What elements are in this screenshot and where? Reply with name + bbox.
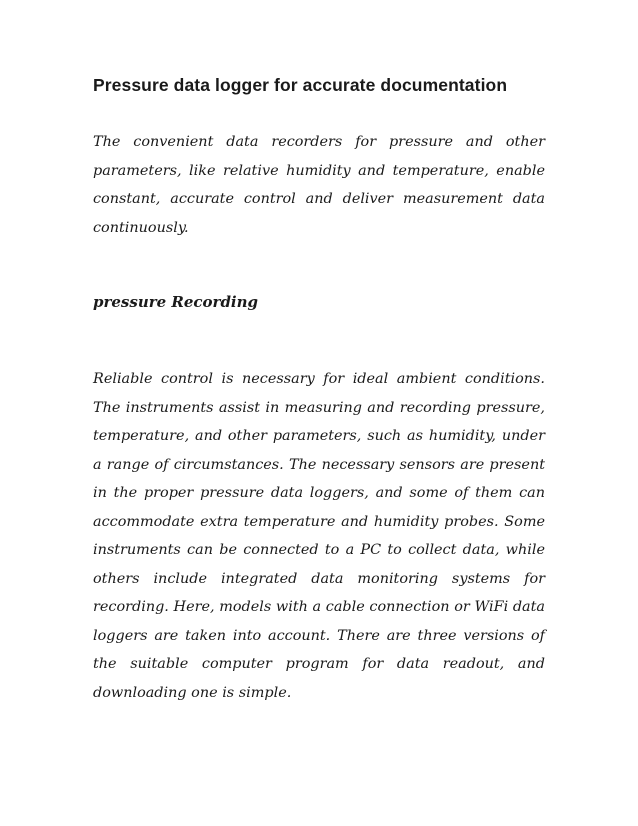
section-heading: pressure Recording xyxy=(93,293,259,311)
document-title: Pressure data logger for accurate documentation xyxy=(93,75,508,95)
document-content xyxy=(93,72,545,707)
section-body-paragraph: Reliable control is necessary for ideal ambient conditions. The instruments assist in measuring and recording pressure, temperature, and other parameters, such as humidity, under a range of circumstances. The necessary sensors are present in the proper pressure data loggers, and some of them can accommodate extra temperature and humidity probes. Some instruments can be connected to a PC to collect data, while others include integrated data monitoring systems for recording. Here, models with a cable connection or WiFi data loggers are taken into account. There are three versions of the suitable computer program for data readout, and downloading one is simple. xyxy=(93,371,545,701)
intro-paragraph: The convenient data recorders for pressure and other parameters, like relative humidity and temperature, enable constant, accurate control and deliver measurement data continuously. xyxy=(93,134,545,236)
